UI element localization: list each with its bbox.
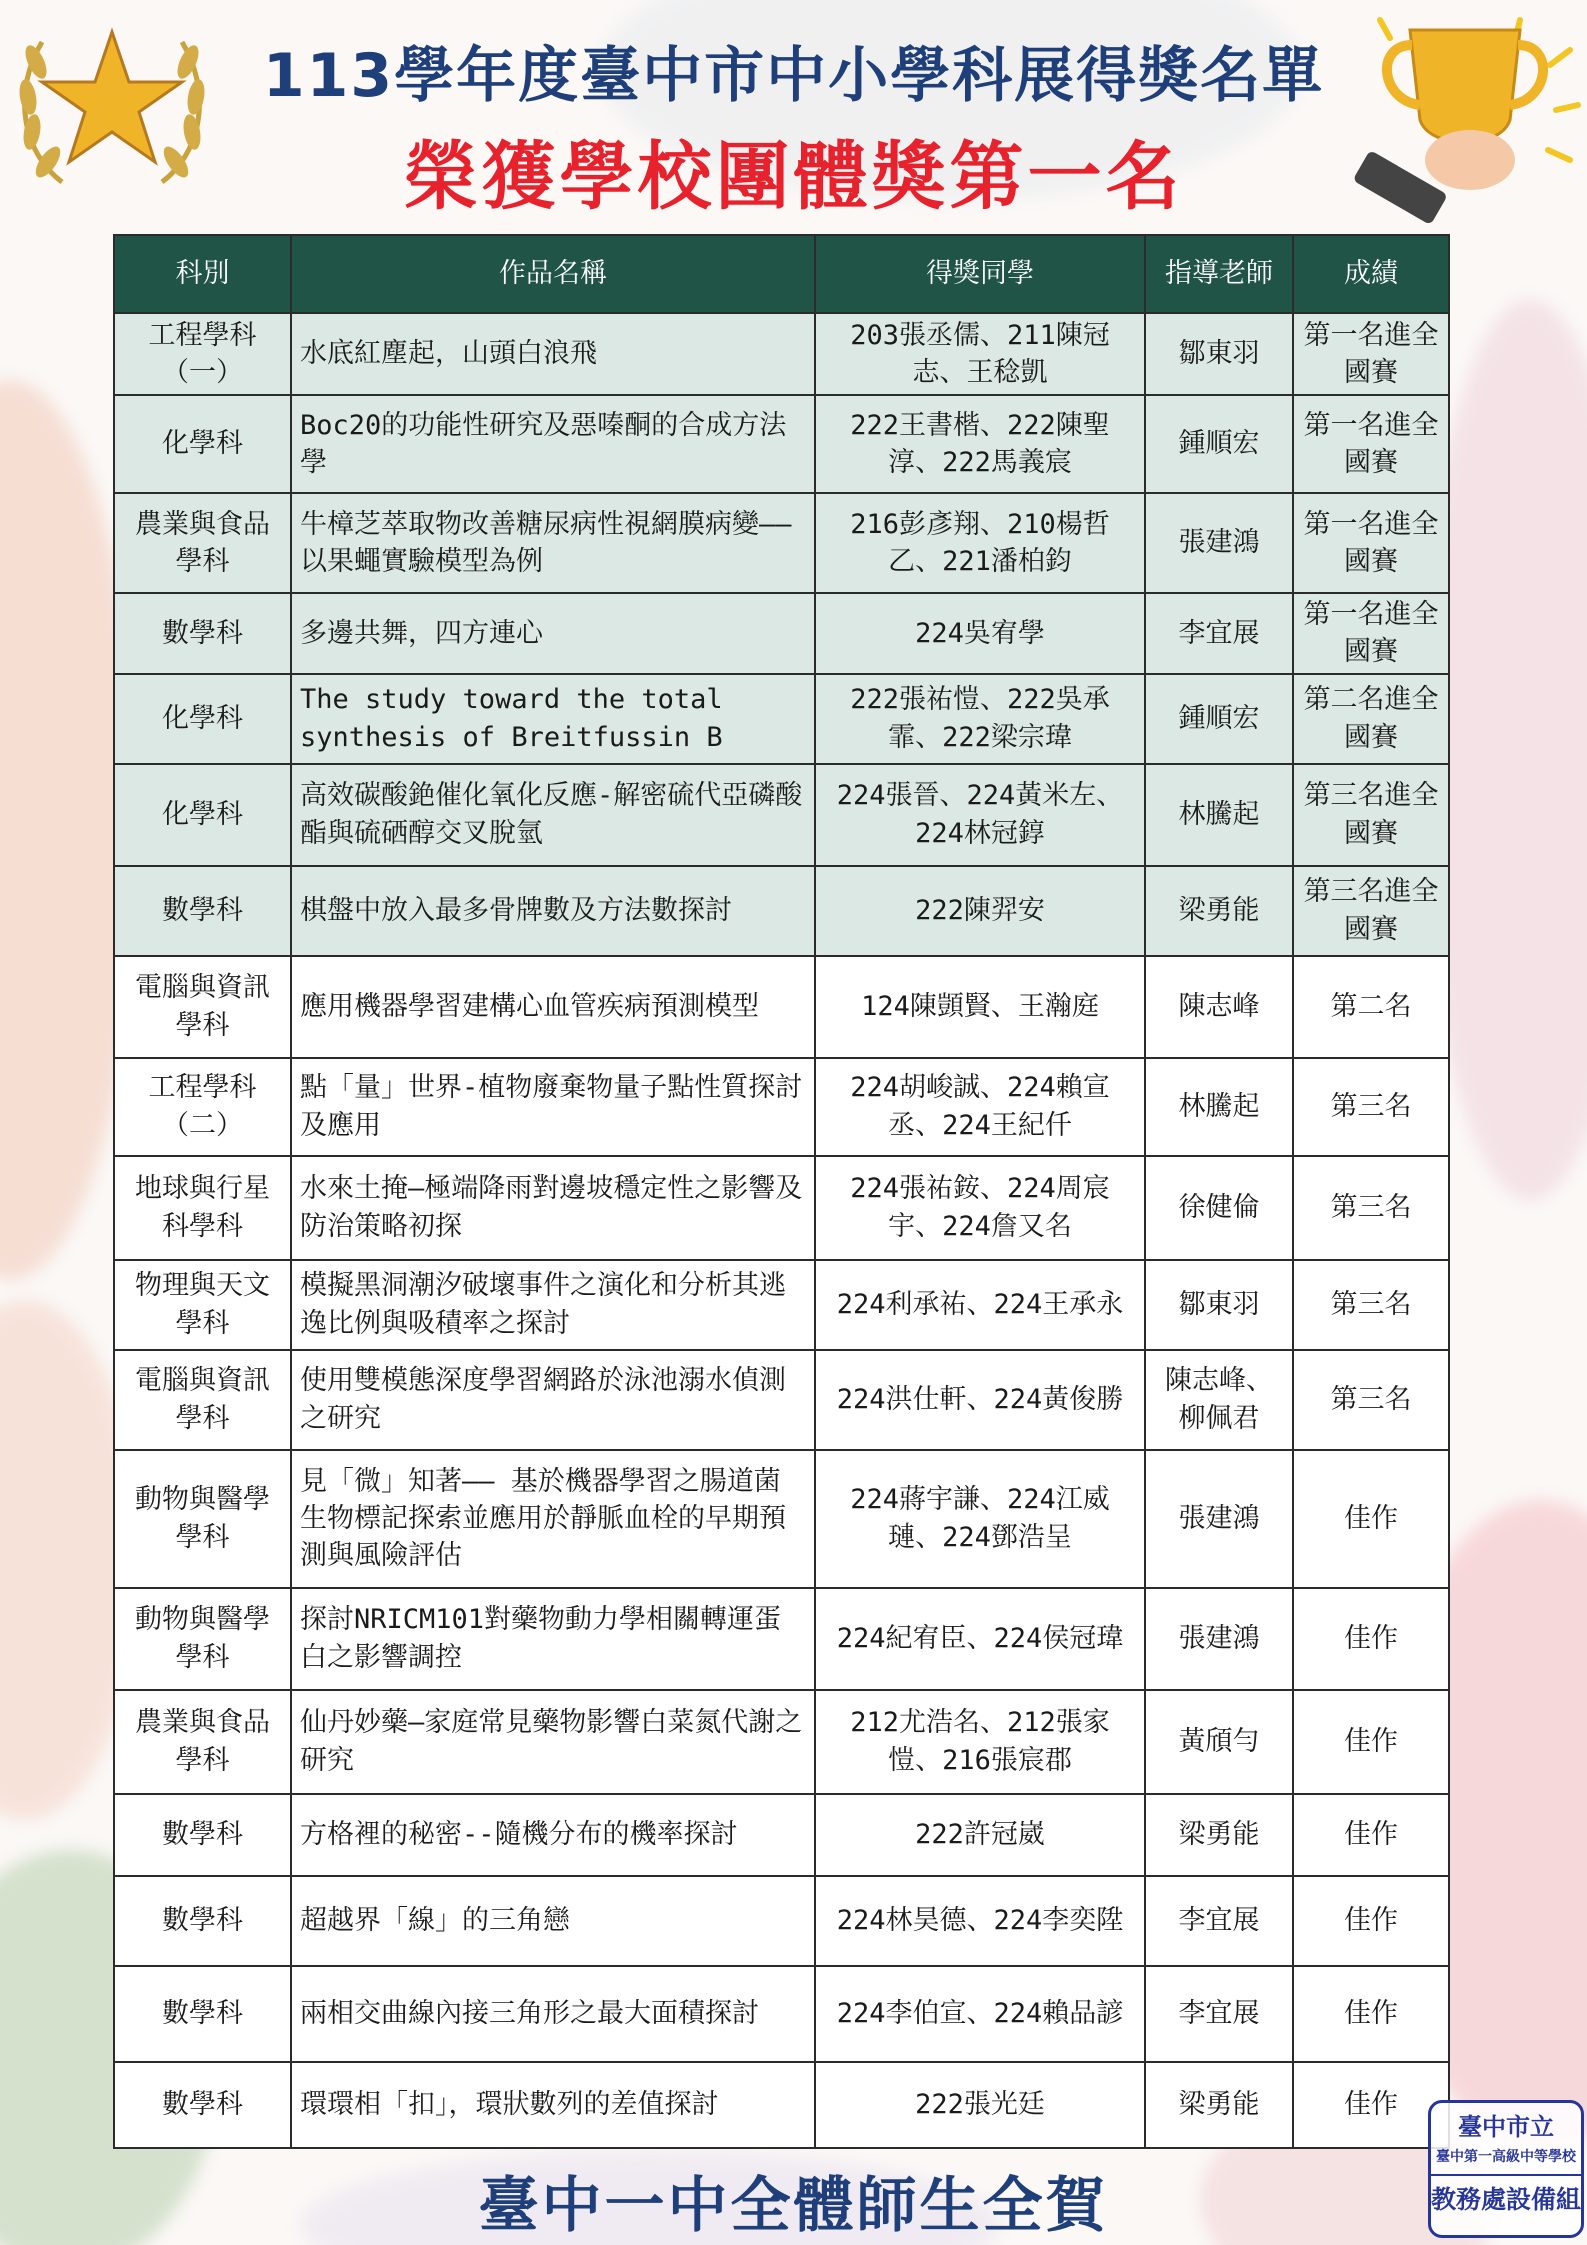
trophy-icon [1320, 10, 1585, 235]
stamp-line-2: 臺中第一高級中等學校 [1436, 2149, 1576, 2165]
teacher-cell: 陳志峰 [1145, 956, 1293, 1058]
project-cell: 點「量」世界-植物廢棄物量子點性質探討及應用 [291, 1058, 815, 1156]
awards-table [113, 234, 1450, 2149]
subject-cell: 數學科 [114, 1794, 291, 1876]
project-cell: 環環相「扣」，環狀數列的差值探討 [291, 2062, 815, 2148]
subject-cell: 電腦與資訊學科 [114, 1350, 291, 1450]
teacher-cell: 鍾順宏 [1145, 674, 1293, 764]
subject-cell: 化學科 [114, 674, 291, 764]
teacher-cell: 李宜展 [1145, 1966, 1293, 2062]
table-row [114, 956, 1449, 1058]
project-cell: 探討NRICM101對藥物動力學相關轉運蛋白之影響調控 [291, 1588, 815, 1690]
subject-cell: 地球與行星科學科 [114, 1156, 291, 1260]
students-cell: 216彭彥翔、210楊哲乙、221潘柏鈞 [815, 493, 1145, 593]
result-cell: 第二名進全國賽 [1293, 674, 1449, 764]
students-cell: 224張晉、224黃米左、224林冠錞 [815, 764, 1145, 866]
project-cell: 方格裡的秘密--隨機分布的機率探討 [291, 1794, 815, 1876]
project-cell: 應用機器學習建構心血管疾病預測模型 [291, 956, 815, 1058]
subject-cell: 化學科 [114, 395, 291, 493]
header-teacher: 指導老師 [1145, 235, 1293, 313]
table-row [114, 395, 1449, 493]
subject-cell: 數學科 [114, 866, 291, 956]
result-cell: 佳作 [1293, 1876, 1449, 1966]
students-cell: 224利承祐、224王承永 [815, 1260, 1145, 1350]
project-cell: 高效碳酸銫催化氧化反應-解密硫代亞磷酸酯與硫硒醇交叉脫氫 [291, 764, 815, 866]
subject-cell: 農業與食品學科 [114, 493, 291, 593]
teacher-cell: 徐健倫 [1145, 1156, 1293, 1260]
table-row [114, 866, 1449, 956]
teacher-cell: 梁勇能 [1145, 1794, 1293, 1876]
teacher-cell: 李宜展 [1145, 1876, 1293, 1966]
header-students: 得獎同學 [815, 235, 1145, 313]
page-subtitle: 榮獲學校團體獎第一名 [403, 134, 1184, 220]
students-cell: 224紀宥臣、224侯冠瑋 [815, 1588, 1145, 1690]
teacher-cell: 黃頎勻 [1145, 1690, 1293, 1794]
project-cell: 見「微」知著—— 基於機器學習之腸道菌生物標記探索並應用於靜脈血栓的早期預測與風險評估 [291, 1450, 815, 1588]
result-cell: 佳作 [1293, 1794, 1449, 1876]
project-cell: 牛樟芝萃取物改善糖尿病性視網膜病變——以果蠅實驗模型為例 [291, 493, 815, 593]
project-cell: 水來土掩—極端降雨對邊坡穩定性之影響及防治策略初探 [291, 1156, 815, 1260]
result-cell: 第三名進全國賽 [1293, 866, 1449, 956]
subject-cell: 數學科 [114, 1876, 291, 1966]
result-cell: 佳作 [1293, 1690, 1449, 1794]
table-row [114, 1588, 1449, 1690]
table-row [114, 1690, 1449, 1794]
teacher-cell: 張建鴻 [1145, 1450, 1293, 1588]
result-cell: 第三名 [1293, 1350, 1449, 1450]
table-row [114, 1794, 1449, 1876]
students-cell: 222王書楷、222陳聖淳、222馬義宸 [815, 395, 1145, 493]
result-cell: 第一名進全國賽 [1293, 493, 1449, 593]
awards-table-header [114, 235, 1449, 313]
table-row [114, 764, 1449, 866]
students-cell: 224林昊德、224李奕陞 [815, 1876, 1145, 1966]
students-cell: 203張丞儒、211陳冠志、王稔凱 [815, 313, 1145, 395]
students-cell: 222許冠崴 [815, 1794, 1145, 1876]
result-cell: 第一名進全國賽 [1293, 313, 1449, 395]
table-row [114, 1058, 1449, 1156]
students-cell: 224胡峻誠、224賴宣丞、224王紀仟 [815, 1058, 1145, 1156]
table-row [114, 593, 1449, 674]
table-row [114, 1260, 1449, 1350]
congratulation-footer: 臺中一中全體師生全賀 [478, 2171, 1109, 2241]
result-cell: 佳作 [1293, 1966, 1449, 2062]
result-cell: 第三名 [1293, 1260, 1449, 1350]
subject-cell: 物理與天文學科 [114, 1260, 291, 1350]
table-row [114, 1450, 1449, 1588]
header-project: 作品名稱 [291, 235, 815, 313]
header-subject: 科別 [114, 235, 291, 313]
result-cell: 第三名進全國賽 [1293, 764, 1449, 866]
students-cell: 224吳宥學 [815, 593, 1145, 674]
subject-cell: 動物與醫學學科 [114, 1450, 291, 1588]
teacher-cell: 林騰起 [1145, 764, 1293, 866]
table-row [114, 674, 1449, 764]
project-cell: 使用雙模態深度學習網路於泳池溺水偵測之研究 [291, 1350, 815, 1450]
table-row [114, 1350, 1449, 1450]
teacher-cell: 張建鴻 [1145, 1588, 1293, 1690]
students-cell: 222張祐愷、222吳承霏、222梁宗瑋 [815, 674, 1145, 764]
project-cell: 超越界「線」的三角戀 [291, 1876, 815, 1966]
teacher-cell: 梁勇能 [1145, 2062, 1293, 2148]
teacher-cell: 林騰起 [1145, 1058, 1293, 1156]
project-cell: 棋盤中放入最多骨牌數及方法數探討 [291, 866, 815, 956]
teacher-cell: 梁勇能 [1145, 866, 1293, 956]
result-cell: 第一名進全國賽 [1293, 593, 1449, 674]
result-cell: 第三名 [1293, 1156, 1449, 1260]
students-cell: 222陳羿安 [815, 866, 1145, 956]
students-cell: 224張祐銨、224周宸宇、224詹又名 [815, 1156, 1145, 1260]
table-row [114, 493, 1449, 593]
result-cell: 佳作 [1293, 1588, 1449, 1690]
table-row [114, 1876, 1449, 1966]
students-cell: 224洪仕軒、224黃俊勝 [815, 1350, 1145, 1450]
teacher-cell: 李宜展 [1145, 593, 1293, 674]
project-cell: 水底紅塵起，山頭白浪飛 [291, 313, 815, 395]
teacher-cell: 陳志峰、柳佩君 [1145, 1350, 1293, 1450]
project-cell: 模擬黑洞潮汐破壞事件之演化和分析其逃逸比例與吸積率之探討 [291, 1260, 815, 1350]
subject-cell: 數學科 [114, 593, 291, 674]
result-cell: 佳作 [1293, 1450, 1449, 1588]
result-cell: 第一名進全國賽 [1293, 395, 1449, 493]
subject-cell: 化學科 [114, 764, 291, 866]
table-row [114, 2062, 1449, 2148]
students-cell: 124陳顗賢、王瀚庭 [815, 956, 1145, 1058]
header-result: 成績 [1293, 235, 1449, 313]
teacher-cell: 鄒東羽 [1145, 313, 1293, 395]
project-cell: Boc20的功能性研究及惡嗪酮的合成方法學 [291, 395, 815, 493]
table-row [114, 1966, 1449, 2062]
students-cell: 222張光廷 [815, 2062, 1145, 2148]
subject-cell: 電腦與資訊學科 [114, 956, 291, 1058]
students-cell: 224蔣宇謙、224江威璉、224鄧浩呈 [815, 1450, 1145, 1588]
project-cell: 仙丹妙藥—家庭常見藥物影響白菜氮代謝之研究 [291, 1690, 815, 1794]
project-cell: 多邊共舞，四方連心 [291, 593, 815, 674]
stamp-line-1: 臺中市立 [1458, 2112, 1554, 2141]
teacher-cell: 鍾順宏 [1145, 395, 1293, 493]
laurel-star-icon [2, 2, 222, 207]
subject-cell: 數學科 [114, 2062, 291, 2148]
result-cell: 佳作 [1293, 2062, 1449, 2148]
students-cell: 212尤浩名、212張家愷、216張宸郡 [815, 1690, 1145, 1794]
result-cell: 第二名 [1293, 956, 1449, 1058]
teacher-cell: 張建鴻 [1145, 493, 1293, 593]
table-row [114, 1156, 1449, 1260]
school-stamp [1428, 2100, 1584, 2238]
project-cell: The study toward the total synthesis of Breitfussin B [291, 674, 815, 764]
page-title: 113學年度臺中市中小學科展得獎名單 [262, 41, 1325, 111]
result-cell: 第三名 [1293, 1058, 1449, 1156]
subject-cell: 工程學科（一） [114, 313, 291, 395]
teacher-cell: 鄒東羽 [1145, 1260, 1293, 1350]
subject-cell: 農業與食品學科 [114, 1690, 291, 1794]
subject-cell: 動物與醫學學科 [114, 1588, 291, 1690]
table-row [114, 313, 1449, 395]
subject-cell: 數學科 [114, 1966, 291, 2062]
students-cell: 224李伯宣、224賴品諺 [815, 1966, 1145, 2062]
subject-cell: 工程學科（二） [114, 1058, 291, 1156]
stamp-line-3: 教務處設備組 [1431, 2174, 1581, 2216]
project-cell: 兩相交曲線內接三角形之最大面積探討 [291, 1966, 815, 2062]
